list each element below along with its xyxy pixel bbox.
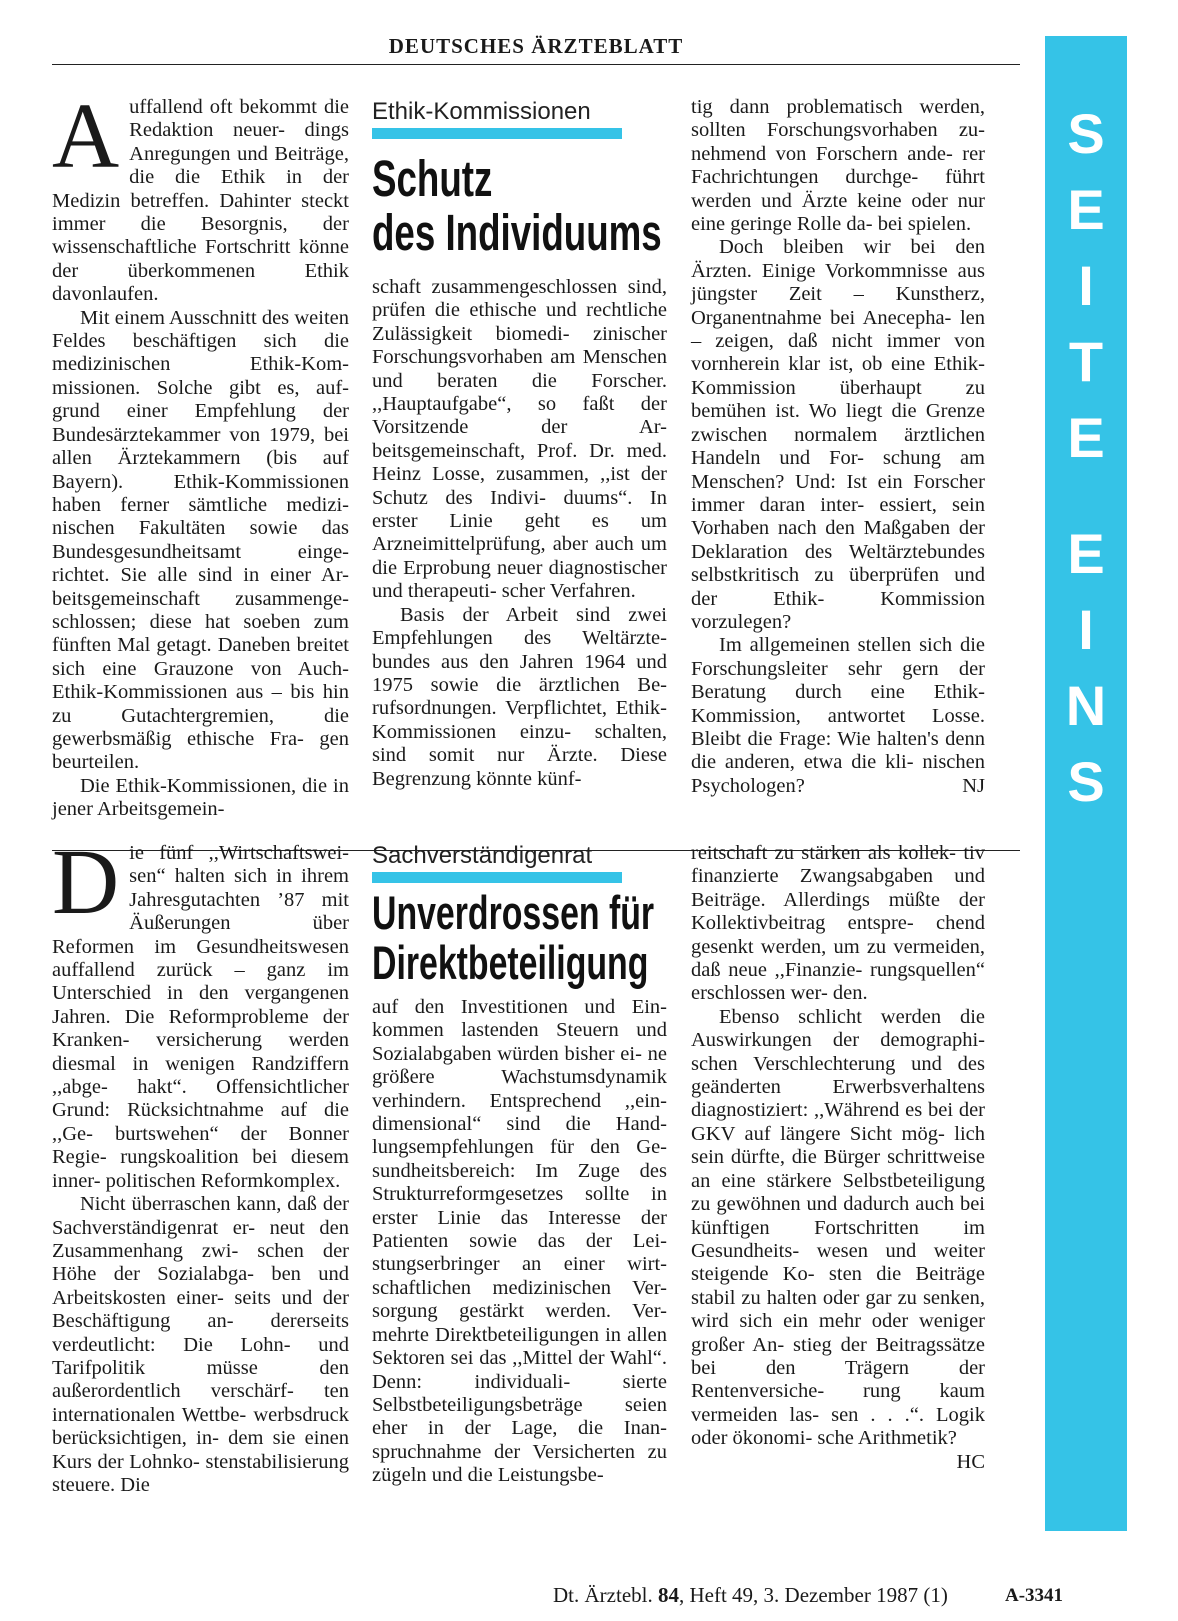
article1-paragraph: Basis der Arbeit sind zwei Empfehlungen des Weltärzte- bundes aus den Jahren 1964 und 1975 sowie die ärztlichen Be- rufsordnungen. Verpflichtet, Ethik-Kommissionen einzu- schalten, sind somit nur Ärzte. Diese Begrenzung könnte künf- — [372, 603, 667, 790]
article2-paragraph: Nicht überraschen kann, daß der Sachverständigenrat er- neut den Zusammenhang zwi- schen der Höhe der Sozialabga- ben und Arbeitskosten einer- seits und der Beschäftigung an- dererseits verdeutlicht: Die Lohn- und Tarifpolitik müsse den außerordentlich verschärf- ten internationalen Wettbe- werbsdruck berücksichtigen, in- dem sie einen Kurs der Lohnko- stenstabilisierung steuere. Die — [52, 1193, 349, 1496]
article1-paragraph: tig dann problematisch werden, sollten Forschungsvorhaben zu- nehmend von Forschern ande- rer Fachrichtungen durchge- führt werden und Ärzte keine oder nur eine geringe Rolle da- bei spielen. — [691, 96, 985, 236]
sidebar-label — [1045, 96, 1127, 820]
article1-headline-line: des Individuums — [372, 204, 662, 261]
sidebar-letter: S — [1067, 102, 1105, 165]
citation-rest: , Heft 49, 3. Dezember 1987 (1) — [678, 1583, 948, 1607]
article2-column-1 — [52, 831, 349, 1497]
sidebar-letter: S — [1067, 750, 1105, 813]
section-sidebar — [1045, 36, 1127, 1531]
article2-dropcap: D — [52, 831, 120, 934]
article1-paragraph: Die Ethik-Kommissionen, die in jener Arbeitsgemein- — [52, 774, 349, 821]
article1-paragraph: Doch bleiben wir bei den Ärzten. Einige Vorkommnisse aus jüngster Zeit – Kunstherz, Organentnahme bei Anecepha- len – zeigen, daß nicht immer von vornherein klar ist, ob eine Ethik-Kommission überhaupt zu bemühen ist. Wo liegt die Grenze zwischen normalem ärztlichen Handeln und For- schung am Menschen? Und: Ist ein Forscher immer daran inter- essiert, sein Vorhaben nach den Maßgaben der Deklaration des Weltärztebundes selbstkritisch zu überprüfen und der Ethik- Kommission vorzulegen? — [691, 236, 985, 633]
article1-paragraph: Mit einem Ausschnitt des weiten Feldes beschäftigen sich die medizinischen Ethik-Kom- missionen. Solche gibt es, auf- grund einer Empfehlung der Bundesärztekammer von 1979, bei allen Ärztekammern (bis auf Bayern). Ethik-Kommissionen haben ferner sämtliche medizi- nischen Fakultäten sowie das Bundesgesundheitsamt einge- richtet. Sie alle sind in einer Ar- beitsgemeinschaft zusammenge- schlossen; diese hat soeben zum fünften Mal getagt. Daneben breitet sich eine Grauzone von Auch-Ethik-Kommissionen aus – bis hin zu Gutachtergremien, die gewerbsmäßig ethische Fra- gen beurteilen. — [52, 306, 349, 774]
sidebar-letter: N — [1065, 674, 1107, 737]
article1-paragraph: uffallend oft bekommt die Redaktion neuer- dings Anregungen und Beiträge, die die Ethik in der Medizin betreffen. Dahinter steckt immer die Besorgnis, der wissenschaftliche Fortschritt könne der überkommenen Ethik davonlaufen. — [52, 96, 349, 306]
article1-paragraph: Im allgemeinen stellen sich die Forschungsleiter sehr gern der Beratung durch eine Ethik- Kommission, antwortet Losse. Bleibt die Frage: Wie halten's denn die anderen, etwa die kli- nischen Psychologen? — [691, 634, 985, 797]
article2-kicker-bar — [372, 872, 622, 883]
article2-headline-line: Unverdrossen für — [372, 886, 655, 939]
article1-headline-line: Schutz — [372, 150, 493, 207]
masthead — [52, 32, 1020, 65]
article2-paragraph: auf den Investitionen und Ein- kommen lastenden Steuern und Sozialabgaben würden bisher ei- ne größere Wachstumsdynamik verhindern. Entsprechend ,,ein- dimensional“ sind die Hand- lungsempfehlungen für den Ge- sundheitsbereich: Im Zuge des Strukturreformgesetzes sollte in erster Linie das Interesse der Patienten sowie das der Lei- stungserbringer an einer wirt- schaftlichen medizinischen Ver- sorgung gestärkt werden. Ver- mehrte Direktbeteiligungen in allen Sektoren sei das ,,Mittel der Wahl“. Denn: individuali- sierte Selbstbeteiligungsbeträge seien eher in der Lage, die Inan- spruchnahme der Versicherten zu zügeln und die Leistungsbe- — [372, 996, 667, 1487]
citation-prefix: Dt. Ärztebl. — [553, 1583, 653, 1607]
citation-volume: 84 — [657, 1583, 679, 1607]
article1-kicker: Ethik-Kommissionen — [372, 98, 591, 125]
citation-footer — [553, 1583, 948, 1608]
sidebar-letter: I — [1078, 598, 1094, 661]
article1-kicker-bar — [372, 128, 622, 139]
journal-title: DEUTSCHES ÄRZTEBLATT — [388, 34, 684, 58]
sidebar-letter: E — [1067, 522, 1105, 585]
sidebar-letter: I — [1078, 254, 1094, 317]
article1-column-1 — [52, 85, 349, 822]
article2-headline — [372, 888, 674, 988]
article2-column-2 — [372, 996, 667, 1488]
article2-column-3 — [691, 842, 985, 1474]
article2-signature: HC — [956, 1450, 985, 1473]
article1-column-2 — [372, 276, 667, 791]
page-number: A-3341 — [1005, 1585, 1064, 1606]
article1-column-3 — [691, 96, 985, 798]
sidebar-letter: E — [1067, 178, 1105, 241]
article1-dropcap: A — [52, 85, 120, 188]
article1-paragraph: schaft zusammengeschlossen sind, prüfen die ethische und rechtliche Zulässigkeit biomedi- zinischer Forschungsvorhaben am Menschen und beraten die Forscher. ,,Hauptaufgabe“, so faßt der Vorsitzende der Ar- beitsgemeinschaft, Prof. Dr. med. Heinz Losse, zusammen, ,,ist der Schutz des Indivi- duums“. In erster Linie geht es um Arzneimittelprüfung, aber auch um die Erprobung neuer diagnostischer und therapeuti- scher Verfahren. — [372, 276, 667, 603]
article2-kicker: Sachverständigenrat — [372, 842, 593, 869]
article1-signature: NJ — [962, 774, 985, 797]
sidebar-letter: T — [1068, 330, 1104, 393]
article2-paragraph: ie fünf ,,Wirtschaftswei- sen“ halten sich in ihrem Jahresgutachten ’87 mit Äußerungen über Reformen im Gesundheitswesen auffallend zurück – ganz im Unterschied in den vergangenen Jahren. Die Reformprobleme der Kranken- versicherung werden diesmal in wenigen Randziffern ,,abge- hakt“. Offensichtlicher Grund: Rücksichtnahme auf die ,,Ge- burtswehen“ der Bonner Regie- rungskoalition bei diesem inner- politischen Reformkomplex. — [52, 842, 349, 1192]
article2-paragraph: Ebenso schlicht werden die Auswirkungen der demographi- schen Verschlechterung und des geänderten Erwerbsverhaltens diagnostiziert: ,,Während es bei der GKV auf längere Sicht mög- lich sein dürfte, die Bürger schrittweise an eine stärkere Selbstbeteiligung zu gewöhnen und dadurch auch bei künftigen Fortschritten im Gesundheits- wesen und weiter steigende Ko- sten die Beiträge stabil zu halten oder gar zu senken, wird sich ein mehr oder weniger großer An- stieg der Beitragssätze bei den Trägern der Rentenversiche- rung kaum vermeiden las- sen . . .“. Logik oder ökonomi- sche Arithmetik? — [691, 1005, 985, 1450]
article2-headline-line: Direktbeteiligung — [372, 936, 649, 989]
article1-headline — [372, 152, 674, 260]
article2-paragraph: reitschaft zu stärken als kollek- tiv finanzierte Zwangsabgaben und Beiträge. Allerdings müßte der Kollektivbeitrag entspre- chend gesenkt werden, um zu vermeiden, daß neue ,,Finanzie- rungsquellen“ erschlossen wer- den. — [691, 842, 985, 1005]
sidebar-letter: E — [1067, 406, 1105, 469]
